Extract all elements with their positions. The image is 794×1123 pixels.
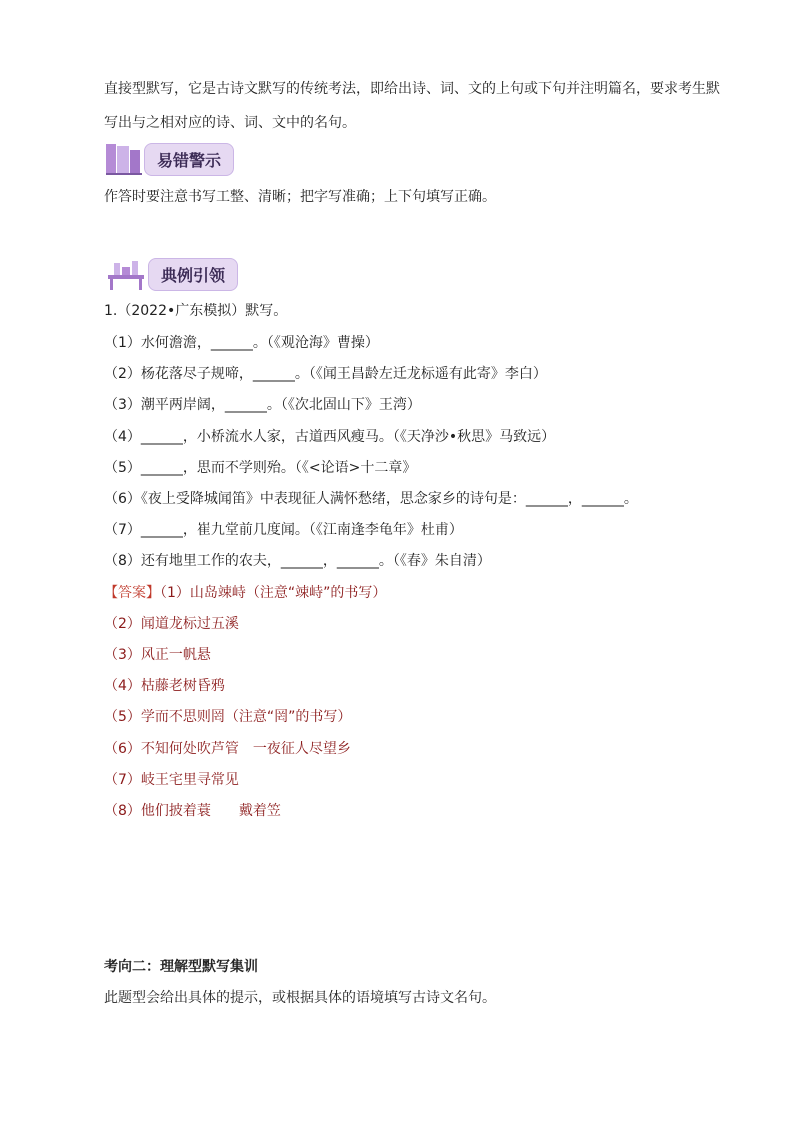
example-badge-title: 典例引领 xyxy=(148,258,238,291)
question-item: （8）还有地里工作的农夫，______，______。（《春》朱自清） xyxy=(104,553,491,569)
question-item: （6）《夜上受降城闻笛》中表现征人满怀愁绪，思念家乡的诗句是：______，______。 xyxy=(104,491,638,507)
question-item: （3）潮平两岸阔，______。（《次北固山下》王湾） xyxy=(104,397,421,413)
warning-badge-title: 易错警示 xyxy=(144,143,234,176)
answer-first-line xyxy=(104,582,386,602)
answer-item: （6）不知何处吹芦管 一夜征人尽望乡 xyxy=(104,741,351,757)
book-icon xyxy=(104,142,144,176)
answer-item: （2）闻道龙标过五溪 xyxy=(104,616,239,632)
answer-item: （8）他们披着蓑 戴着笠 xyxy=(104,803,281,819)
answer-item: （5）学而不思则罔（注意“罔”的书写） xyxy=(104,709,352,725)
intro-line-1: 直接型默写，它是古诗文默写的传统考法，即给出诗、词、文的上句或下句并注明篇名，要求考生默 xyxy=(104,81,720,97)
warning-text: 作答时要注意书写工整、清晰；把字写准确；上下句填写正确。 xyxy=(104,189,496,205)
question-item: （7）______，崔九堂前几度闻。（《江南逢李龟年》杜甫） xyxy=(104,522,463,538)
answer-item: （4）枯藤老树昏鸦 xyxy=(104,678,225,694)
section-title: 考向二：理解型默写集训 xyxy=(104,959,258,975)
intro-line-2: 写出与之相对应的诗、词、文中的名句。 xyxy=(104,115,356,131)
example-badge xyxy=(104,257,238,291)
answer-item: （1）山岛竦峙（注意“竦峙”的书写） xyxy=(160,585,387,601)
answer-tag: 【答案】 xyxy=(104,585,160,601)
answer-item: （3）风正一帆悬 xyxy=(104,647,211,663)
question-item: （1）水何澹澹，______。（《观沧海》曹操） xyxy=(104,335,379,351)
question-item: （4）______，小桥流水人家，古道西风瘦马。（《天净沙•秋思》马致远） xyxy=(104,429,556,445)
question-item: （2）杨花落尽子规啼，______。（《闻王昌龄左迁龙标遥有此寄》李白） xyxy=(104,366,547,382)
question-item: （5）______，思而不学则殆。（《<论语>十二章》 xyxy=(104,460,417,476)
answer-item: （7）岐王宅里寻常见 xyxy=(104,772,239,788)
section-text: 此题型会给出具体的提示，或根据具体的语境填写古诗文名句。 xyxy=(104,990,496,1006)
warning-badge xyxy=(104,142,234,176)
desk-icon xyxy=(104,257,148,291)
question-header: 1.（2022•广东模拟）默写。 xyxy=(104,303,288,319)
